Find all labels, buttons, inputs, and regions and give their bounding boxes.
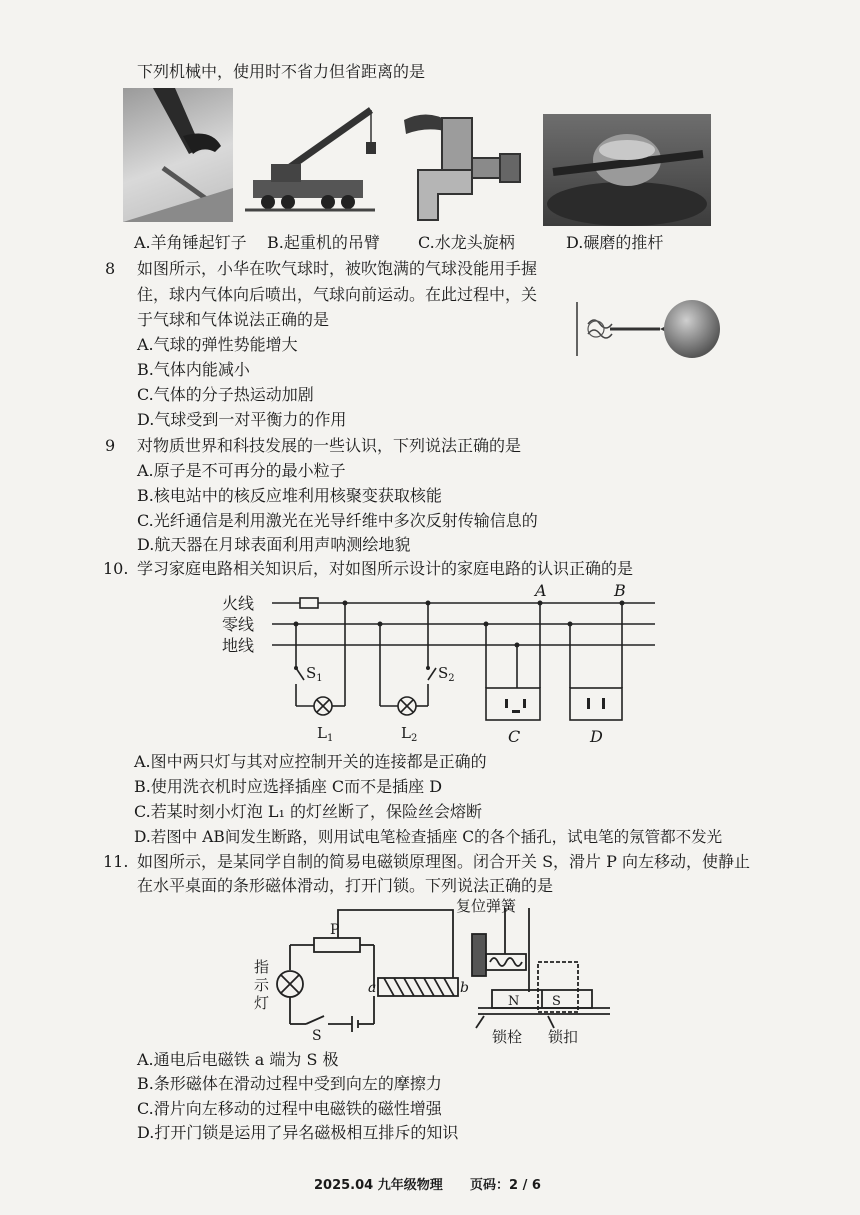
q11-option-b: B.条形磁体在滑动过程中受到向左的摩擦力 — [137, 1074, 442, 1093]
q8-stem-line-3: 于气球和气体说法正确的是 — [137, 310, 330, 329]
magnet-s-label: S — [552, 994, 561, 1009]
q10-stem: 学习家庭电路相关知识后，对如图所示设计的家庭电路的认识正确的是 — [137, 559, 634, 578]
q8-option-c: C.气体的分子热运动加剧 — [137, 385, 314, 404]
fuse-icon — [300, 598, 318, 608]
footer-page-number: 页码：2 / 6 — [470, 1178, 541, 1193]
q9-option-d: D.航天器在月球表面利用声呐测绘地貌 — [137, 535, 411, 554]
point-a-label: A — [535, 581, 547, 600]
millstone-photo — [543, 114, 711, 226]
q10-number: 10. — [103, 559, 129, 578]
crane-photo — [243, 102, 381, 220]
end-a-label: a — [368, 980, 377, 996]
neutral-wire-label: 零线 — [222, 615, 255, 634]
latch-label: 锁扣 — [548, 1028, 579, 1046]
socket-d-label: D — [590, 727, 603, 746]
q11-option-c: C.滑片向左移动的过程中电磁铁的磁性增强 — [137, 1099, 442, 1118]
claw-hammer-photo — [123, 88, 233, 222]
switch-s2-label: $S_2$ — [438, 664, 455, 684]
q10-option-a: A.图中两只灯与其对应控制开关的连接都是正确的 — [134, 752, 487, 771]
slider-p-icon — [314, 938, 360, 952]
q9-option-c: C.光纤通信是利用激光在光导纤维中多次反射传输信息的 — [137, 511, 538, 530]
end-b-label: b — [460, 980, 469, 996]
q7-stem: 下列机械中，使用时不省力但省距离的是 — [137, 62, 426, 81]
q8-option-d: D.气球受到一对平衡力的作用 — [137, 410, 347, 429]
q8-option-b: B.气体内能减小 — [137, 360, 250, 379]
q8-number: 8 — [105, 259, 116, 278]
q11-stem-line-1: 如图所示，是某同学自制的简易电磁锁原理图。闭合开关 S，滑片 P 向左移动，使静止 — [137, 852, 750, 871]
lamp-label-2: 示 — [254, 976, 270, 994]
electromagnetic-lock-diagram — [248, 896, 618, 1046]
q7-option-c: C.水龙头旋柄 — [418, 233, 515, 252]
balloon-illustration — [574, 296, 724, 362]
magnet-n-label: N — [508, 994, 520, 1009]
q8-option-a: A.气球的弹性势能增大 — [137, 335, 298, 354]
lamp-label-3: 灯 — [254, 994, 270, 1012]
q7-option-a: A.羊角锤起钉子 — [134, 233, 247, 252]
q9-option-b: B.核电站中的核反应堆利用核聚变获取核能 — [137, 486, 442, 505]
slider-p-label: P — [330, 922, 340, 938]
switch-s1-label: $S_1$ — [306, 664, 323, 684]
live-wire-label: 火线 — [222, 594, 255, 613]
spring-label: 复位弹簧 — [456, 897, 517, 915]
q10-option-b: B.使用洗衣机时应选择插座 C而不是插座 D — [134, 777, 443, 796]
switch-s-label: S — [312, 1028, 322, 1044]
ground-wire-label: 地线 — [222, 636, 255, 655]
lamp-label-1: 指 — [254, 958, 270, 976]
lamp-l2-label: $L_2$ — [401, 724, 418, 744]
q11-option-a: A.通电后电磁铁 a 端为 S 极 — [137, 1050, 339, 1069]
faucet-photo — [398, 108, 528, 226]
socket-d-icon — [570, 688, 622, 720]
lamp-l1-label: $L_1$ — [317, 724, 334, 744]
q7-option-d: D.碾磨的推杆 — [566, 233, 664, 252]
q8-stem-line-2: 住，球内气体向后喷出，气球向前运动。在此过程中，关 — [137, 285, 538, 304]
q10-option-d: D.若图中 AB间发生断路，则用试电笔检查插座 C的各个插孔，试电笔的氖管都不发光 — [134, 828, 723, 846]
bolt-label: 锁栓 — [492, 1028, 523, 1046]
q8-stem-line-1: 如图所示，小华在吹气球时，被吹饱满的气球没能用手握 — [137, 259, 538, 278]
q7-option-b: B.起重机的吊臂 — [267, 233, 380, 252]
q9-number: 9 — [105, 436, 116, 455]
point-b-label: B — [614, 581, 626, 600]
q10-option-c: C.若某时刻小灯泡 L₁ 的灯丝断了，保险丝会熔断 — [134, 802, 482, 821]
q11-option-d: D.打开门锁是运用了异名磁极相互排斥的知识 — [137, 1123, 459, 1142]
q11-stem-line-2: 在水平桌面的条形磁体滑动，打开门锁。下列说法正确的是 — [137, 876, 554, 895]
household-circuit-diagram — [210, 580, 670, 750]
socket-c-label: C — [508, 727, 521, 746]
q11-number: 11. — [103, 852, 129, 871]
footer-exam-title: 2025.04 九年级物理 — [314, 1178, 443, 1193]
q9-stem: 对物质世界和科技发展的一些认识，下列说法正确的是 — [137, 436, 522, 455]
socket-c-icon — [486, 688, 540, 720]
q9-option-a: A.原子是不可再分的最小粒子 — [137, 461, 346, 480]
